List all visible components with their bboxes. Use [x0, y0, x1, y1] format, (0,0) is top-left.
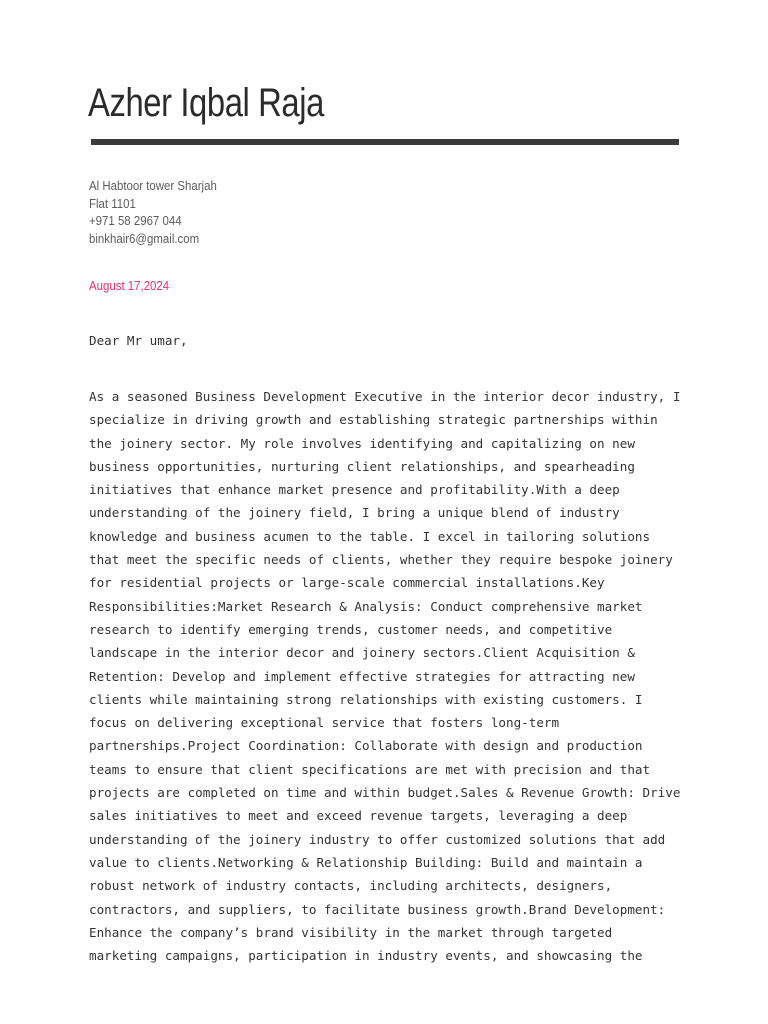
body-line: landscape in the interior decor and joinery sectors.Client Acquisition & [89, 645, 635, 661]
body-line: specialize in driving growth and establishing strategic partnerships within [89, 412, 658, 428]
header-divider [91, 139, 679, 145]
body-line: initiatives that enhance market presence and profitability.With a deep [89, 482, 620, 498]
address-line-1: Al Habtoor tower Sharjah [89, 178, 217, 193]
body-line: teams to ensure that client specifications are met with precision and that [89, 761, 651, 777]
body-line: for residential projects or large-scale commercial installations.Key [89, 575, 605, 591]
address-line-2: Flat 1101 [89, 195, 136, 211]
body-line: understanding of the joinery field, I bring a unique blend of industry [89, 505, 620, 521]
body-line: sales initiatives to meet and exceed revenue targets, leveraging a deep [89, 808, 628, 824]
body-line: understanding of the joinery industry to offer customized solutions that add [89, 831, 666, 847]
sender-name: Azher Iqbal Raja [88, 81, 324, 125]
body-line: partnerships.Project Coordination: Collaborate with design and production [89, 738, 643, 754]
letter-date: August 17,2024 [89, 278, 170, 293]
body-line: clients while maintaining strong relationships with existing customers. I [89, 691, 643, 707]
body-line: As a seasoned Business Development Executive in the interior decor industry, I [89, 389, 681, 404]
body-line: value to clients.Networking & Relationship Building: Build and maintain a [89, 854, 643, 870]
letter-body [89, 385, 689, 967]
body-line: robust network of industry contacts, including architects, designers, [89, 878, 613, 894]
body-line: research to identify emerging trends, customer needs, and competitive [89, 621, 613, 637]
body-line: Responsibilities:Market Research & Analysis: Conduct comprehensive market [89, 598, 643, 614]
body-line: Retention: Develop and implement effective strategies for attracting new [89, 668, 635, 684]
phone-number: +971 58 2967 044 [89, 213, 182, 228]
body-line: contractors, and suppliers, to facilitate business growth.Brand Development: [89, 901, 666, 917]
body-line: projects are completed on time and within budget.Sales & Revenue Growth: Drive [89, 785, 681, 801]
body-line: knowledge and business acumen to the table. I excel in tailoring solutions [89, 528, 651, 544]
email-address: binkhair6@gmail.com [89, 230, 200, 246]
salutation: Dear Mr umar, [89, 333, 188, 348]
sender-contact-block [89, 177, 217, 247]
body-line: focus on delivering exceptional service that fosters long-term [89, 715, 560, 731]
body-line: marketing campaigns, participation in industry events, and showcasing the [89, 948, 643, 964]
body-line: the joinery sector. My role involves identifying and capitalizing on new [89, 435, 635, 451]
body-line: Enhance the company’s brand visibility in the market through targeted [89, 924, 613, 940]
body-line: that meet the specific needs of clients, whether they require bespoke joinery [89, 552, 673, 568]
body-line: business opportunities, nurturing client relationships, and spearheading [89, 458, 635, 474]
